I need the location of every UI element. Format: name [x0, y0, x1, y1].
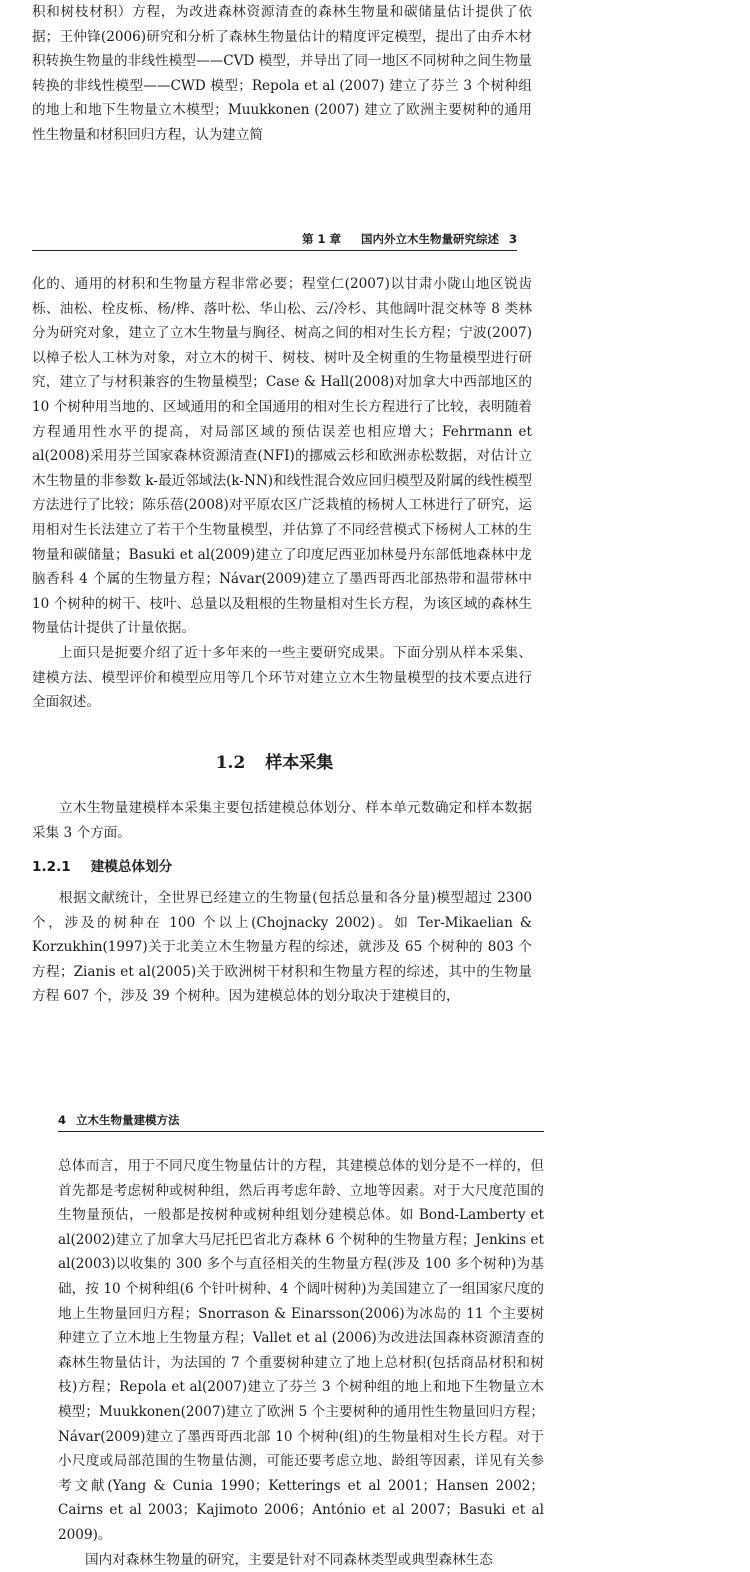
paragraph: 上面只是扼要介绍了近十多年来的一些主要研究成果。下面分别从样本采集、建模方法、模型评价和模型应用等几个环节对建立立木生物量模型的技术要点进行全面叙述。	[32, 641, 532, 715]
book-title: 立木生物量建模方法	[76, 1113, 180, 1127]
subsection-text-block	[32, 886, 532, 1009]
body-text-block-page-4	[58, 1154, 544, 1572]
running-head-page-4	[58, 1113, 544, 1132]
paragraph: 总体而言，用于不同尺度生物量估计的方程，其建模总体的划分是不一样的，但首先都是考虑树种或树种组，然后再考虑年龄、立地等因素。对于大尺度范围的生物量预估，一般都是按树种或树种组划分建模总体。如 Bond-Lamberty et al(2002)建立了加拿大马尼托巴省北方森林 6 个树种的生物量方程；Jenkins et al(2003)以收集的 300 多个与直径相关的生物量方程(涉及 100 多个树种)为基础，按 10 个树种组(6 个针叶树种、4 个阔叶树种)为美国建立了一组国家尺度的地上生物量回归方程；Snorrason & Einarsson(2006)为冰岛的 11 个主要树种建立了立木地上生物量方程；Vallet et al (2006)为改进法国森林资源清查的森林生物量估计，为法国的 7 个重要树种建立了地上总材积(包括商品材积和树枝)方程；Repola et al(2007)建立了芬兰 3 个树种组的地上和地下生物量立木模型；Muukkonen(2007)建立了欧洲 5 个主要树种的通用性生物量回归方程；Návar(2009)建立了墨西哥西北部 10 个树种(组)的生物量相对生长方程。对于小尺度或局部范围的生物量估测，可能还要考虑立地、龄组等因素，详见有关参考文献(Yang & Cunia 1990；Ketterings et al 2001；Hansen 2002；Cairns et al 2003；Kajimoto 2006；António et al 2007；Basuki et al 2009)。	[58, 1154, 544, 1548]
section-intro-block	[32, 796, 532, 845]
subsection-heading	[32, 855, 172, 875]
page-number: 4	[58, 1113, 66, 1127]
paragraph: 化的、通用的材积和生物量方程非常必要；程堂仁(2007)以甘肃小陇山地区锐齿栎、油松、栓皮栎、杨/桦、落叶松、华山松、云/冷杉、其他阔叶混交林等 8 类林分为研究对象，建立了立木生物量与胸径、树高之间的相对生长方程；宁波(2007)以樟子松人工林为对象，对立木的树干、树枝、树叶及全树重的生物量模型进行研究，建立了与材积兼容的生物量模型；Case & Hall(2008)对加拿大中西部地区的 10 个树种用当地的、区域通用的和全国通用的相对生长方程进行了比较，表明随着方程通用性水平的提高，对局部区域的预估误差也相应增大；Fehrmann et al(2008)采用芬兰国家森林资源清查(NFI)的挪威云杉和欧洲赤松数据，对估计立木生物量的非参数 k-最近邻域法(k-NN)和线性混合效应回归模型及附属的线性模型方法进行了比较；陈乐蓓(2008)对平原农区广泛栽植的杨树人工林进行了研究，运用相对生长法建立了若干个生物量模型，并估算了不同经营模式下杨树人工林的生物量和碳储量；Basuki et al(2009)建立了印度尼西亚加林曼丹东部低地森林中龙脑香科 4 个属的生物量方程；Návar(2009)建立了墨西哥西北部热带和温带林中 10 个树种的树干、枝叶、总量以及粗根的生物量相对生长方程，为该区域的森林生物量估计提供了计量依据。	[32, 272, 532, 641]
chapter-title: 国内外立木生物量研究综述	[361, 232, 499, 246]
paragraph: 根据文献统计，全世界已经建立的生物量(包括总量和各分量)模型超过 2300 个，涉及的树种在 100 个以上(Chojnacky 2002)。如 Ter-Mikaelian & Korzukhin(1997)关于北美立木生物量方程的综述，就涉及 65 个树种的 803 个方程；Zianis et al(2005)关于欧洲树干材积和生物量方程的综述，其中的生物量方程 607 个，涉及 39 个树种。因为建模总体的划分取决于建模目的，	[32, 886, 532, 1009]
paragraph: 积和树枝材积）方程，为改进森林资源清查的森林生物量和碳储量估计提供了依据；王仲锋(2006)研究和分析了森林生物量估计的精度评定模型，提出了由乔木材积转换生物量的非线性模型——CVD 模型，并导出了同一地区不同树种之间生物量转换的非线性模型——CWD 模型；Repola et al (2007) 建立了芬兰 3 个树种组的地上和地下生物量立木模型；Muukkonen (2007) 建立了欧洲主要树种的通用性生物量和材积回归方程，认为建立简	[32, 0, 532, 148]
paragraph-cut: 国内对森林生物量的研究，主要是针对不同森林类型或典型森林生态	[58, 1548, 544, 1572]
chapter-label: 第 1 章	[302, 232, 341, 246]
section-number: 1.2	[216, 753, 246, 773]
paragraph: 立木生物量建模样本采集主要包括建模总体划分、样本单元数确定和样本数据采集 3 个方面。	[32, 796, 532, 845]
subsection-number: 1.2.1	[32, 859, 71, 875]
page-number: 3	[509, 232, 517, 246]
section-heading	[32, 748, 517, 773]
continued-text-block	[32, 0, 532, 148]
body-text-block	[32, 272, 532, 715]
section-title: 样本采集	[265, 753, 333, 773]
running-head-page-3	[32, 232, 517, 251]
subsection-title: 建模总体划分	[91, 859, 173, 875]
